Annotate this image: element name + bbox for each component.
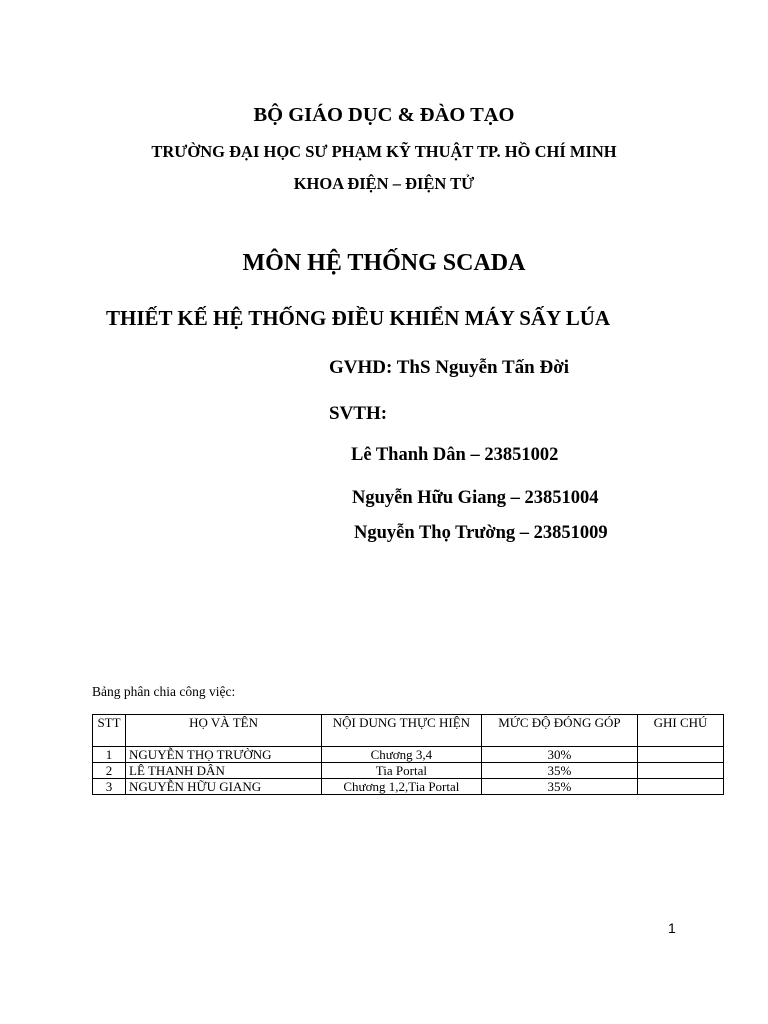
work-allocation-table <box>92 714 724 795</box>
header-level: MỨC ĐỘ ĐÓNG GÓP <box>481 715 637 747</box>
table-row <box>93 763 724 779</box>
cell-level: 35% <box>481 763 637 779</box>
table-row <box>93 779 724 795</box>
cell-level: 35% <box>481 779 637 795</box>
cell-stt: 2 <box>93 763 126 779</box>
header-name: HỌ VÀ TÊN <box>126 715 322 747</box>
cell-content: Chương 3,4 <box>322 747 482 763</box>
table-caption: Bảng phân chia công việc: <box>92 684 236 699</box>
cell-stt: 3 <box>93 779 126 795</box>
cell-note <box>638 763 724 779</box>
subject-title: MÔN HỆ THỐNG SCADA <box>242 250 526 276</box>
cell-level: 30% <box>481 747 637 763</box>
cell-content: Chương 1,2,Tia Portal <box>322 779 482 795</box>
cell-name: NGUYỄN HỮU GIANG <box>126 779 322 795</box>
faculty-heading: KHOA ĐIỆN – ĐIỆN TỬ <box>293 174 475 193</box>
cell-note <box>638 747 724 763</box>
student-line-2: Nguyễn Hữu Giang – 23851004 <box>352 488 599 508</box>
student-line-3: Nguyễn Thọ Trường – 23851009 <box>354 523 608 543</box>
project-title: THIẾT KẾ HỆ THỐNG ĐIỀU KHIỂN MÁY SẤY LÚA <box>106 306 611 330</box>
cell-content: Tia Portal <box>322 763 482 779</box>
cell-name: NGUYỄN THỌ TRƯỜNG <box>126 747 322 763</box>
header-note: GHI CHÚ <box>638 715 724 747</box>
cell-note <box>638 779 724 795</box>
svth-label: SVTH: <box>329 403 388 424</box>
cell-name: LÊ THANH DÂN <box>126 763 322 779</box>
table-row <box>93 747 724 763</box>
cell-stt: 1 <box>93 747 126 763</box>
header-content: NỘI DUNG THỰC HIỆN <box>322 715 482 747</box>
student-line-1: Lê Thanh Dân – 23851002 <box>351 445 559 465</box>
table-header-row <box>93 715 724 747</box>
header-stt: STT <box>93 715 126 747</box>
page-number: 1 <box>668 920 676 936</box>
ministry-heading: BỘ GIÁO DỤC & ĐÀO TẠO <box>253 104 515 126</box>
advisor-line: GVHD: ThS Nguyễn Tấn Đời <box>329 357 569 378</box>
university-heading: TRƯỜNG ĐẠI HỌC SƯ PHẠM KỸ THUẬT TP. HỒ CHÍ MINH <box>151 142 617 161</box>
